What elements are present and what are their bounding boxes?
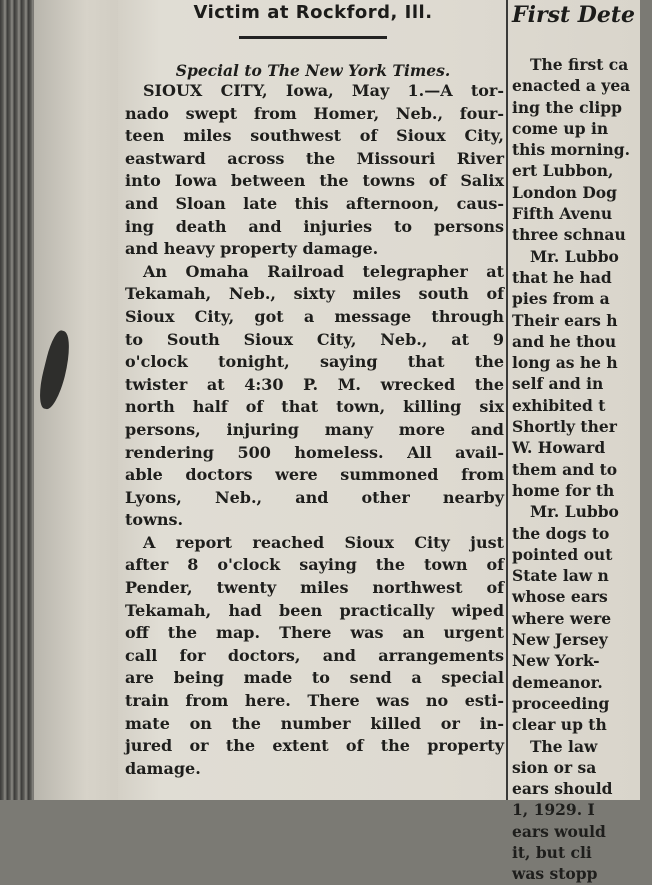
article-line: towns. [125,510,184,530]
adjacent-article-line: home for th [512,480,615,500]
adjacent-article-line: clear up th [512,715,607,735]
newspaper-page [118,0,640,884]
article-line: call for doctors, and arrangements [125,645,504,665]
article-line: eastward across the Missouri River [125,148,504,168]
article-line: rendering 500 homeless. All avail- [125,442,504,462]
article-line: jured or the extent of the property [125,736,504,756]
adjacent-article-line: New York- [512,651,600,671]
article-line: train from here. There was no esti- [125,691,504,711]
column-divider [506,0,508,800]
adjacent-article-line: the dogs to [512,523,610,543]
adjacent-article-line: The law [530,736,598,756]
adjacent-article-line: and he thou [512,331,617,351]
adjacent-article-line: ears would [512,821,606,841]
adjacent-article-line: enacted a yea [512,76,631,96]
article-line: off the map. There was an urgent [125,623,504,643]
article-line: o'clock tonight, saying that the [125,352,504,372]
adjacent-article-line: pointed out [512,544,613,564]
adjacent-article-line: Shortly ther [512,417,617,437]
adjacent-article-line: State law n [512,566,609,586]
article-line: Tekamah, Neb., sixty miles south of [125,284,504,304]
article-line: into Iowa between the towns of Salix [125,171,504,191]
adjacent-article-line: was stopp [512,864,598,884]
adjacent-headline: First Dete [512,2,636,28]
adjacent-article-line: that he had [512,267,612,287]
article-line: mate on the number killed or in- [125,713,504,733]
article-line: north half of that town, killing six [125,397,504,417]
adjacent-article-line: Mr. Lubbo [530,502,619,522]
main-article-column [122,0,504,800]
adjacent-article-line: where were [512,608,612,628]
article-line: and Sloan late this afternoon, caus- [125,193,504,213]
adjacent-article-line: proceeding [512,693,610,713]
binding-spine [0,0,34,800]
article-line: ing death and injuries to persons [125,216,504,236]
adjacent-article-line: it, but cli [512,842,592,862]
article-line: An Omaha Railroad telegrapher at [143,261,504,281]
article-subheadline: Victim at Rockford, Ill. [193,2,433,23]
article-line: SIOUX CITY, Iowa, May 1.—A tor- [143,81,504,100]
adjacent-article-line: long as he h [512,353,618,373]
article-dateline: Special to The New York Times. [175,61,451,80]
article-line: after 8 o'clock saying the town of [125,555,504,575]
adjacent-article-line: come up in [512,118,609,138]
adjacent-article-line: self and in [512,374,604,394]
article-line: Lyons, Neb., and other nearby [125,487,504,507]
adjacent-article-line: sion or sa [512,757,597,777]
article-line: Sioux City, got a message through [125,306,504,326]
adjacent-article-column [512,0,652,884]
article-line: Tekamah, had been practically wiped [125,600,504,620]
article-line: able doctors were summoned from [125,465,504,485]
article-line: nado swept from Homer, Neb., four- [125,103,504,123]
adjacent-article-line: Fifth Avenu [512,204,613,224]
article-line: damage. [125,758,201,778]
adjacent-article-line: three schnau [512,225,626,245]
adjacent-article-line: New Jersey [512,630,608,650]
article-body [122,80,504,780]
adjacent-article-line: The first ca [530,55,629,74]
adjacent-article-line: W. Howard [512,438,606,458]
article-line: are being made to send a special [125,668,504,688]
adjacent-article-body [512,54,652,885]
adjacent-article-line: ears should [512,779,613,799]
article-line: A report reached Sioux City just [143,532,504,552]
headline-rule [239,36,387,39]
adjacent-article-line: Mr. Lubbo [530,246,619,266]
article-line: persons, injuring many more and [125,419,504,439]
adjacent-article-line: whose ears [512,587,608,607]
article-line: Pender, twenty miles northwest of [125,578,504,598]
adjacent-article-line: London Dog [512,182,617,202]
adjacent-article-line: Their ears h [512,310,618,330]
article-line: to South Sioux City, Neb., at 9 [125,329,504,349]
article-line: and heavy property damage. [125,239,379,259]
adjacent-article-line: this morning. [512,140,631,160]
adjacent-article-line: ert Lubbon, [512,161,614,181]
adjacent-article-line: pies from a [512,289,610,309]
adjacent-article-line: exhibited t [512,395,606,415]
adjacent-article-line: them and to [512,459,618,479]
article-line: teen miles southwest of Sioux City, [125,126,504,146]
adjacent-article-line: demeanor. [512,672,603,692]
adjacent-article-line: ing the clipp [512,97,622,117]
adjacent-article-line: 1, 1929. I [512,800,595,820]
article-line: twister at 4:30 P. M. wrecked the [125,374,504,394]
